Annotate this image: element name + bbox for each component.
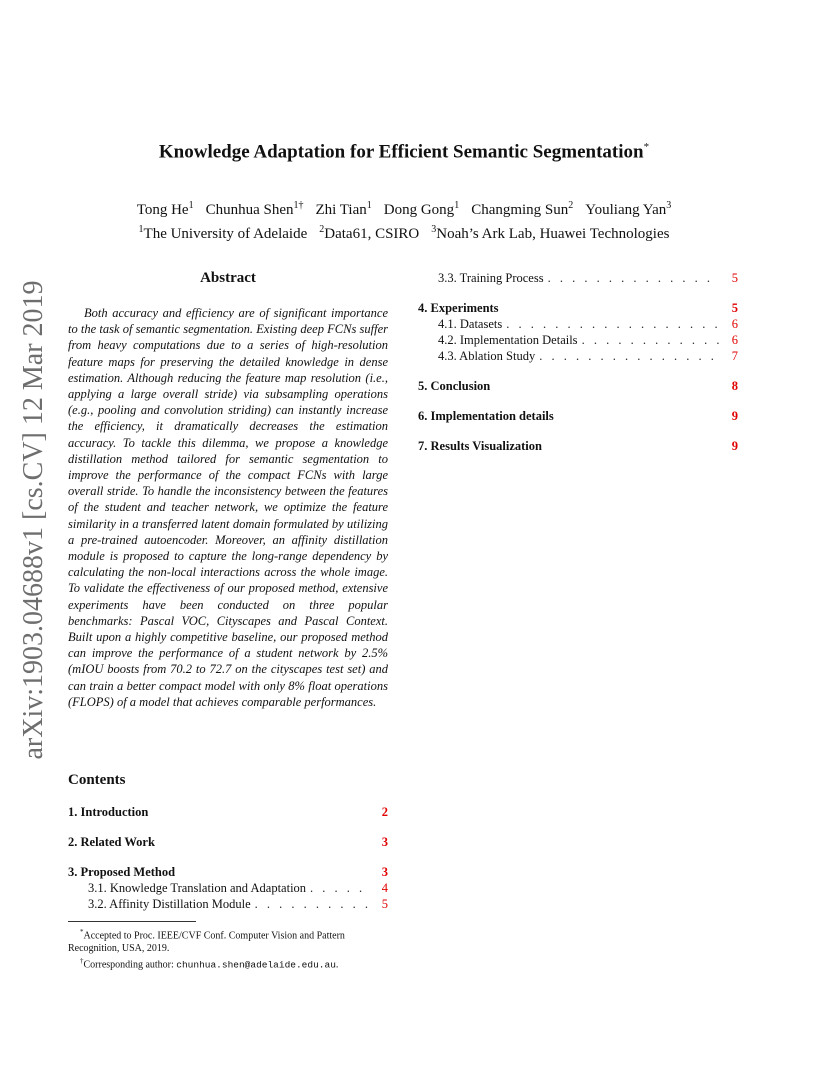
toc-page-link[interactable]: 3	[381, 835, 388, 849]
corresponding-email-link[interactable]: chunhua.shen@adelaide.edu.au	[176, 959, 336, 971]
toc-section-entry[interactable]	[68, 834, 388, 850]
abstract-text: Both accuracy and efficiency are of significant importance to the task of semantic segmentation. Existing deep FCNs suffer from heavy computations due to a series of high-resolution feature maps for preserving the detailed knowledge in dense estimation. Although reducing the feature map resolution (i.e., applying a large overall stride) via subsampling operations (e.g., pooling and convolution striding) can instantly increase the efficiency, it dramatically decreases the estimation accuracy. To tackle this dilemma, we propose a knowledge distillation method tailored for semantic segmentation to improve the performance of the compact FCNs with large overall stride. To handle the inconsistency between the features of the student and teacher network, we optimize the feature similarity in a transferred latent domain formulated by utilizing a pre-trained autoencoder. Moreover, an affinity distillation module is proposed to capture the long-range dependency by calculating the non-local interactions across the whole image. To validate the effectiveness of our proposed method, extensive experiments have been conducted on three popular benchmarks: Pascal VOC, Cityscapes and Pascal Context. Built upon a highly competitive baseline, our proposed method can improve the performance of a student network by 2.5% (mIOU boosts from 70.2 to 72.7 on the cityscapes test set) and can train a better compact model with only 8% float operations (FLOPS) of a model that achieves comparable performances.	[68, 306, 388, 709]
footnote-corresponding-suffix: .	[335, 959, 339, 971]
author-affiliation-mark: 3	[666, 200, 672, 211]
title-footnote-mark: *	[643, 141, 650, 153]
toc-page-link[interactable]: 8	[731, 379, 738, 393]
toc-left-column	[68, 804, 388, 912]
toc-subsection-entry[interactable]	[418, 270, 738, 286]
affiliation-name: Data61, CSIRO	[324, 226, 420, 242]
affiliation-mark: 1	[138, 224, 144, 235]
toc-gap	[418, 286, 738, 300]
toc-dot-leader	[255, 896, 370, 912]
toc-page-link[interactable]: 2	[381, 805, 388, 819]
toc-page-link[interactable]: 6	[731, 317, 738, 331]
toc-entry-label: 2. Related Work	[68, 835, 155, 849]
toc-right-column	[418, 270, 738, 454]
toc-dot-leader	[539, 348, 720, 364]
toc-section-entry[interactable]	[418, 378, 738, 394]
footnote-mark: †	[80, 957, 84, 966]
toc-dot-leader	[506, 316, 720, 332]
toc-dot-leader	[582, 332, 720, 348]
author-name	[384, 202, 459, 218]
contents-heading: Contents	[68, 772, 126, 788]
toc-subsection-entry[interactable]	[68, 896, 388, 912]
toc-entry-label: 5. Conclusion	[418, 379, 491, 393]
footnote-accepted	[68, 926, 388, 955]
toc-page-link[interactable]: 4	[381, 881, 388, 895]
affiliation	[431, 226, 669, 242]
footnote-corresponding	[68, 955, 388, 971]
toc-page-link[interactable]: 6	[731, 333, 738, 347]
footnote-accepted-text: Accepted to Proc. IEEE/CVF Conf. Computer Vision and Pattern Recognition, USA, 2019.	[68, 930, 345, 955]
author-affiliation-mark: 2	[568, 200, 574, 211]
author-name-text: Tong He	[136, 202, 189, 218]
author-name-text: Chunhua Shen	[205, 202, 294, 218]
affiliation-line	[0, 220, 808, 244]
toc-entry-label: 4. Experiments	[418, 301, 499, 315]
toc-page-link[interactable]: 9	[731, 439, 738, 453]
affiliation-mark: 3	[431, 224, 437, 235]
toc-gap	[68, 850, 388, 864]
author-line	[0, 196, 808, 220]
author-affiliation-mark: 1†	[293, 200, 304, 211]
author-name-text: Dong Gong	[383, 202, 455, 218]
toc-entry-label: 1. Introduction	[68, 805, 149, 819]
toc-page-link[interactable]: 5	[731, 301, 738, 315]
footnote-corresponding-prefix: Corresponding author:	[83, 959, 177, 971]
paper-title-text: Knowledge Adaptation for Efficient Semantic Segmentation	[158, 141, 644, 163]
affiliation	[319, 226, 419, 242]
toc-page-link[interactable]: 9	[731, 409, 738, 423]
toc-entry-label: 7. Results Visualization	[418, 439, 542, 453]
toc-entry-label: 6. Implementation details	[418, 409, 554, 423]
toc-gap	[418, 424, 738, 438]
toc-subsection-entry[interactable]	[418, 316, 738, 332]
toc-section-entry[interactable]	[68, 864, 388, 880]
footnotes	[68, 926, 388, 972]
toc-subsection-entry[interactable]	[418, 348, 738, 364]
author-name-text: Youliang Yan	[585, 202, 667, 218]
paper-title	[0, 141, 808, 163]
author-name-text: Changming Sun	[471, 202, 569, 218]
toc-entry-label: 3. Proposed Method	[68, 865, 176, 879]
toc-section-entry[interactable]	[418, 300, 738, 316]
author-block	[0, 196, 808, 244]
toc-entry-label: 3.2. Affinity Distillation Module	[88, 897, 251, 911]
toc-subsection-entry[interactable]	[418, 332, 738, 348]
author-name-text: Zhi Tian	[315, 202, 367, 218]
affiliation	[139, 226, 308, 242]
toc-section-entry[interactable]	[68, 804, 388, 820]
toc-gap	[68, 820, 388, 834]
affiliation-name: Noah’s Ark Lab, Huawei Technologies	[436, 226, 670, 242]
toc-entry-label: 3.3. Training Process	[438, 271, 544, 285]
toc-section-entry[interactable]	[418, 438, 738, 454]
affiliation-name: The University of Adelaide	[143, 226, 308, 242]
toc-entry-label: 4.1. Datasets	[438, 317, 503, 331]
author-name	[471, 202, 573, 218]
toc-gap	[418, 364, 738, 378]
affiliation-mark: 2	[319, 224, 325, 235]
toc-entry-label: 3.1. Knowledge Translation and Adaptation	[88, 881, 307, 895]
author-affiliation-mark: 1	[454, 200, 460, 211]
author-name	[315, 202, 371, 218]
author-affiliation-mark: 1	[188, 200, 194, 211]
toc-page-link[interactable]: 5	[381, 897, 388, 911]
author-name	[206, 202, 304, 218]
arxiv-stamp-text: arXiv:1903.04688v1 [cs.CV] 12 Mar 2019	[18, 280, 49, 760]
toc-gap	[418, 394, 738, 408]
toc-section-entry[interactable]	[418, 408, 738, 424]
author-name	[585, 202, 671, 218]
toc-dot-leader	[310, 880, 370, 896]
author-name	[137, 202, 194, 218]
toc-entry-label: 4.2. Implementation Details	[438, 333, 578, 347]
toc-page-link[interactable]: 5	[731, 271, 738, 285]
toc-page-link[interactable]: 3	[381, 865, 388, 879]
toc-page-link[interactable]: 7	[731, 349, 738, 363]
toc-dot-leader	[548, 270, 720, 286]
toc-entry-label: 4.3. Ablation Study	[438, 349, 536, 363]
footnote-rule	[68, 921, 196, 922]
author-affiliation-mark: 1	[366, 200, 372, 211]
toc-subsection-entry[interactable]	[68, 880, 388, 896]
abstract-heading: Abstract	[200, 270, 256, 286]
footnote-mark: *	[80, 928, 84, 936]
